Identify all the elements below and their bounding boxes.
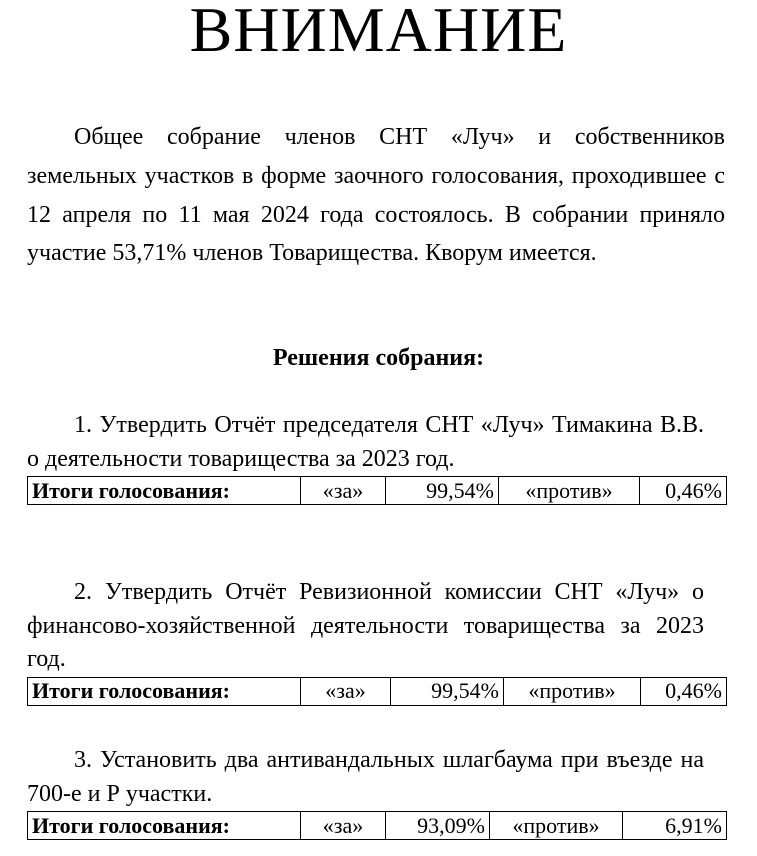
vote-label: Итоги голосования: — [28, 677, 301, 705]
against-value: 0,46% — [641, 677, 727, 705]
vote-results-table — [27, 677, 727, 706]
for-value: 99,54% — [386, 477, 499, 505]
for-label: «за» — [301, 677, 391, 705]
table-row — [28, 677, 727, 705]
decision-text: 3. Установить два антивандальных шлагбаума при въезде на 700-е и Р участки. — [27, 747, 704, 807]
table-row — [28, 812, 727, 840]
against-label: «против» — [490, 812, 623, 840]
against-value: 6,91% — [623, 812, 727, 840]
decision-text: 2. Утвердить Отчёт Ревизионной комиссии СНТ «Луч» о финансово-хозяйственной деятельности товарищества за 2023 год. — [27, 579, 704, 672]
vote-results-table — [27, 811, 727, 840]
against-label: «против» — [504, 677, 641, 705]
decision-2 — [27, 576, 722, 706]
against-value: 0,46% — [640, 477, 727, 505]
against-label: «против» — [499, 477, 640, 505]
intro-paragraph: Общее собрание членов СНТ «Луч» и собственников земельных участков в форме заочного голосования, проходившее с 12 апреля по 11 мая 2024 года состоялось. В собрании приняло участие 53,71% членов Товарищества. Кворум имеется. — [27, 124, 725, 267]
for-label: «за» — [301, 812, 386, 840]
table-row — [28, 477, 727, 505]
for-label: «за» — [301, 477, 386, 505]
vote-results-table — [27, 476, 727, 505]
decision-3 — [27, 744, 722, 840]
for-value: 99,54% — [391, 677, 504, 705]
for-value: 93,09% — [386, 812, 490, 840]
decision-text: 1. Утвердить Отчёт председателя СНТ «Луч» Тимакина В.В. о деятельности товарищества за 2023 год. — [27, 412, 704, 472]
vote-label: Итоги голосования: — [28, 477, 301, 505]
vote-label: Итоги голосования: — [28, 812, 301, 840]
decision-1 — [27, 409, 722, 505]
decisions-heading: Решения собрания: — [272, 345, 485, 371]
page-title: ВНИМАНИЕ — [189, 0, 568, 65]
